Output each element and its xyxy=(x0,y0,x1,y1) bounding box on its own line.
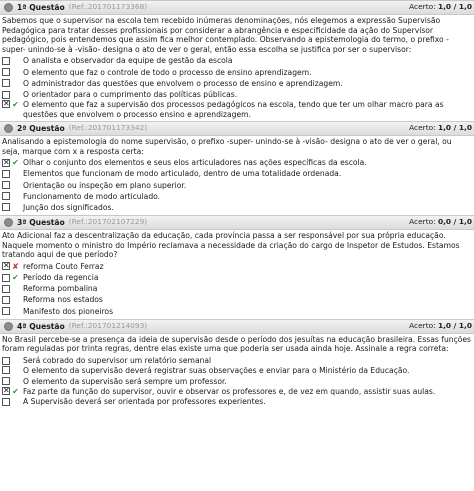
answer-option[interactable] xyxy=(2,67,474,78)
score-value: 1,0 / 1,0 xyxy=(437,320,472,330)
question-score xyxy=(409,218,472,227)
options-list xyxy=(0,354,474,410)
question-3 xyxy=(0,215,474,319)
question-bullet-icon xyxy=(4,322,13,331)
question-4 xyxy=(0,319,474,410)
answer-checkbox[interactable] xyxy=(2,100,10,108)
answer-checkbox[interactable] xyxy=(2,285,10,293)
answer-option-text: O analista e observador da equipe de gestão da escola xyxy=(23,56,233,66)
answer-option[interactable] xyxy=(2,78,474,89)
answer-option[interactable] xyxy=(2,100,474,119)
question-statement: Ato Adicional faz a descentralização da educação, cada província passa a ser responsável por sua própria educação. Naquele momento o ministro do Império reclamava a necessidade da criação do cargo de Inspetor de Estudos. Estamos tratando aqui de que período? xyxy=(2,231,460,260)
answer-option-text: Junção dos significados. xyxy=(23,202,114,212)
answer-checkbox[interactable] xyxy=(2,387,10,395)
answer-option[interactable] xyxy=(2,157,474,168)
answer-option-text: A Supervisão deverá ser orientada por professores experientes. xyxy=(23,397,266,407)
score-label: Acerto: xyxy=(409,123,436,132)
question-bullet-icon xyxy=(4,218,13,227)
question-header xyxy=(0,215,474,230)
answer-option[interactable] xyxy=(2,202,474,213)
answer-checkbox[interactable] xyxy=(2,357,10,365)
answer-option-text: O elemento da supervisão será sempre um professor. xyxy=(23,376,227,386)
score-value: 1,0 / 1,0 xyxy=(437,123,472,132)
question-score xyxy=(409,322,472,331)
answer-checkbox[interactable] xyxy=(2,159,10,167)
answer-checkbox[interactable] xyxy=(2,398,10,406)
answer-checkbox[interactable] xyxy=(2,79,10,87)
answer-option-text: Faz parte da função do supervisor, ouvir e observar os professores e, de vez em quando, assistir suas aulas. xyxy=(23,386,436,396)
question-ref: (Ref.:201701214093) xyxy=(68,320,148,330)
answer-checkbox[interactable] xyxy=(2,91,10,99)
question-statement: Sabemos que o supervisor na escola tem recebido inúmeras denominações, nós elegemos a expressão Supervisão Pedagógica para tratar desses profissionais por considerar a abrangência e especificidade da ação do Supervisor pedagógico, pois entendemos que assim fica melhor contemplado. Observando a epistemologia do termo, o prefixo -super- unindo-se à -visão- designa o ato de ver o geral, então essa escolha se justifica por ser o supervisor: xyxy=(2,16,449,54)
answer-checkbox[interactable] xyxy=(2,192,10,200)
question-ref: (Ref.:201702107229) xyxy=(68,217,148,227)
score-label: Acerto: xyxy=(409,320,436,330)
answer-checkbox[interactable] xyxy=(2,296,10,304)
question-number: 1ª Questão xyxy=(17,2,65,12)
answer-checkbox[interactable] xyxy=(2,377,10,385)
answer-option[interactable] xyxy=(2,306,474,317)
answer-option[interactable] xyxy=(2,191,474,202)
answer-checkbox[interactable] xyxy=(2,274,10,282)
answer-option[interactable] xyxy=(2,283,474,294)
question-1 xyxy=(0,0,474,121)
question-number: 4ª Questão xyxy=(17,321,65,331)
question-2 xyxy=(0,121,474,215)
answer-checkbox[interactable] xyxy=(2,262,10,270)
question-header xyxy=(0,319,474,334)
answer-option-text: O elemento que faz a supervisão dos processos pedagógicos na escola, tendo que ter um olhar macro para as questões que envolvem o processo ensino e aprendizagem. xyxy=(23,100,444,119)
question-statement: Analisando a epistemologia do nome supervisão, o prefixo -super- unindo-se à -visão- designa o ato de ver o geral, ou seja, marque com x a resposta certa: xyxy=(2,136,452,156)
question-statement: No Brasil percebe-se a presença da ideia de supervisão desde o período dos jesuítas na educação brasileira. Essas funções foram reguladas por trinta regras, dentre elas existe uma que poderia ser usada ainda hoje. Assinale a regra correta: xyxy=(2,334,472,354)
answer-option-text: Reforma pombalina xyxy=(23,284,98,294)
answer-option-text: Olhar o conjunto dos elementos e seus elos articuladores nas ações específicas da escola. xyxy=(23,158,367,168)
answer-option[interactable] xyxy=(2,387,474,397)
answer-option-text: Período da regencia xyxy=(23,273,99,283)
wrong-mark-icon: ✘ xyxy=(12,261,19,271)
answer-option-text: Manifesto dos pioneiros xyxy=(23,306,114,316)
answer-option-text: Funcionamento de modo articulado. xyxy=(23,191,161,201)
answer-option[interactable] xyxy=(2,180,474,191)
options-list xyxy=(0,156,474,215)
options-list xyxy=(0,260,474,319)
answer-option-text: Será cobrado do supervisor um relatório semanal xyxy=(23,356,212,365)
correct-check-icon: ✔ xyxy=(12,272,19,282)
score-label: Acerto: xyxy=(409,2,436,12)
answer-checkbox[interactable] xyxy=(2,68,10,76)
answer-checkbox[interactable] xyxy=(2,170,10,178)
answer-option[interactable] xyxy=(2,355,474,366)
correct-check-icon: ✔ xyxy=(12,100,19,110)
answer-option-text: O elemento da supervisão deverá registrar suas observações e enviar para o Ministério da Educação. xyxy=(23,366,410,376)
answer-option-text: reforma Couto Ferraz xyxy=(23,261,104,271)
answer-option[interactable] xyxy=(2,294,474,305)
answer-option-text: O administrador das questões que envolvem o processo de ensino e aprendizagem. xyxy=(23,78,343,88)
answer-checkbox[interactable] xyxy=(2,366,10,374)
answer-option-text: O elemento que faz o controle de todo o processo de ensino aprendizagem. xyxy=(23,67,312,77)
answer-option[interactable] xyxy=(2,261,474,272)
answer-option[interactable] xyxy=(2,376,474,387)
options-list xyxy=(0,54,474,121)
answer-option-text: Reforma nos estados xyxy=(23,295,103,305)
question-ref: (Ref.:201701173342) xyxy=(68,123,148,132)
answer-checkbox[interactable] xyxy=(2,181,10,189)
correct-check-icon: ✔ xyxy=(12,386,19,396)
answer-option[interactable] xyxy=(2,396,474,407)
answer-option[interactable] xyxy=(2,89,474,100)
answer-option-text: O orientador para o cumprimento das políticas públicas. xyxy=(23,89,238,99)
answer-option[interactable] xyxy=(2,272,474,283)
question-header xyxy=(0,0,474,15)
question-score xyxy=(409,3,472,12)
question-bullet-icon xyxy=(4,124,13,133)
question-header xyxy=(0,121,474,136)
answer-checkbox[interactable] xyxy=(2,203,10,211)
question-bullet-icon xyxy=(4,3,13,12)
answer-checkbox[interactable] xyxy=(2,307,10,315)
answer-option-text: Orientação ou inspeção em plano superior. xyxy=(23,180,187,190)
answer-option-text: Elementos que funcionam de modo articulado, dentro de uma totalidade ordenada. xyxy=(23,169,342,179)
answer-checkbox[interactable] xyxy=(2,57,10,65)
answer-option[interactable] xyxy=(2,55,474,66)
score-label: Acerto: xyxy=(409,217,436,227)
question-ref: (Ref.:201701173368) xyxy=(68,2,148,12)
answer-option[interactable] xyxy=(2,168,474,179)
question-number: 3ª Questão xyxy=(17,218,65,227)
correct-check-icon: ✔ xyxy=(12,157,19,167)
score-value: 0,0 / 1,0 xyxy=(437,217,472,227)
score-value: 1,0 / 1,0 xyxy=(437,2,472,12)
answer-option[interactable] xyxy=(2,366,474,375)
question-number: 2ª Questão xyxy=(17,123,65,133)
question-score xyxy=(409,124,472,133)
